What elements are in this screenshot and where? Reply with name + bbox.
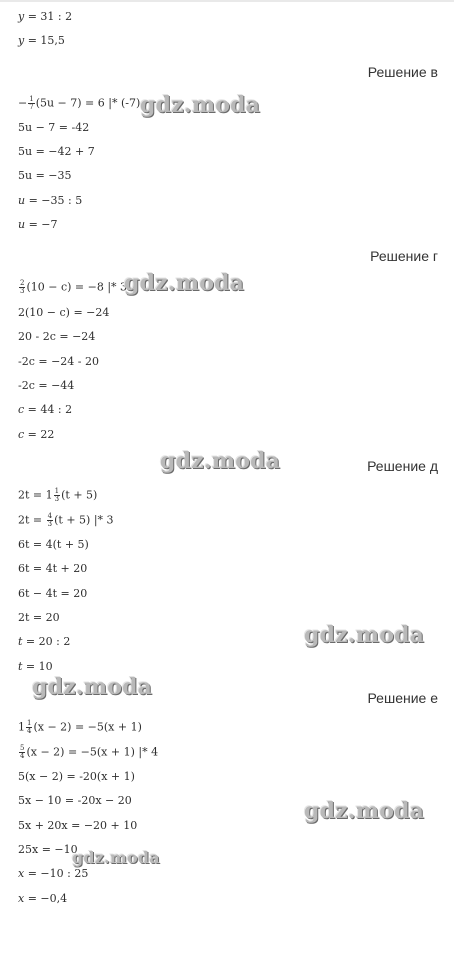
equation-line: -2c = −24 - 20 [18,355,100,368]
equation-line: $\frac{2}{3}$ (10 − c) = −8 |* 3 [20,279,128,295]
top-divider [0,0,454,2]
fraction: $\frac{1}{7}$ [29,95,34,111]
watermark-logo: gdz.moda [140,92,261,118]
equation-line: c = 44 : 2 [18,403,73,416]
watermark-logo: gdz.moda [304,622,425,648]
equation-line: 25x = −10 [18,843,78,856]
fraction: $\frac{1}{4}$ [27,719,32,735]
equation-line: y = 15,5 [18,34,65,47]
solution-heading-d: Решение д [367,458,438,474]
watermark-logo: gdz.moda [124,270,245,296]
equation-line: 5u = −35 [18,169,72,182]
equation-line: x = −0,4 [18,892,68,905]
fraction: $\frac{5}{4}$ [20,744,25,760]
solution-heading-g: Решение г [370,248,438,264]
equation-line: 5x − 10 = -20x − 20 [18,794,132,807]
equation-line: 5u = −42 + 7 [18,145,95,158]
equation-line: 2(10 − c) = −24 [18,306,110,319]
equation-line: t = 10 [18,660,53,673]
equation-line: 5u − 7 = -42 [18,121,90,134]
equation-line: t = 20 : 2 [18,635,71,648]
equation-line: 20 - 2c = −24 [18,330,96,343]
equation-line: $\frac{5}{4}$ (x − 2) = −5(x + 1) |* 4 [20,744,159,760]
equation-line: x = −10 : 25 [18,867,89,880]
equation-line: y = 31 : 2 [18,10,73,23]
fraction: $\frac{2}{3}$ [20,279,25,295]
equation-line: u = −35 : 5 [18,194,83,207]
watermark-logo: gdz.moda [160,448,281,474]
equation-line: 2t = $\frac{4}{3}$ (t + 5) |* 3 [18,512,114,528]
equation-line: 1 $\frac{1}{4}$ (x − 2) = −5(x + 1) [18,719,142,735]
equation-line: -2c = −44 [18,379,75,392]
watermark-logo: gdz.moda [72,848,160,867]
equation-line: 2t = 20 [18,611,60,624]
watermark-logo: gdz.moda [32,674,153,700]
equation-line: 6t − 4t = 20 [18,587,88,600]
fraction: $\frac{4}{3}$ [47,512,53,528]
equation-line: 5x + 20x = −20 + 10 [18,819,138,832]
equation-line: c = 22 [18,428,55,441]
watermark-logo: gdz.moda [304,798,425,824]
equation-line: 2t = 1 $\frac{1}{3}$ (t + 5) [18,487,98,503]
equation-line: − $\frac{1}{7}$ (5u − 7) = 6 |* (-7) [18,95,141,111]
solution-heading-e: Решение е [367,690,438,706]
equation-line: 6t = 4(t + 5) [18,538,89,551]
equation-line: 6t = 4t + 20 [18,562,88,575]
equation-line: 5(x − 2) = -20(x + 1) [18,770,135,783]
fraction: $\frac{1}{3}$ [54,487,60,503]
equation-line: u = −7 [18,218,58,231]
solution-heading-v: Решение в [367,64,438,80]
